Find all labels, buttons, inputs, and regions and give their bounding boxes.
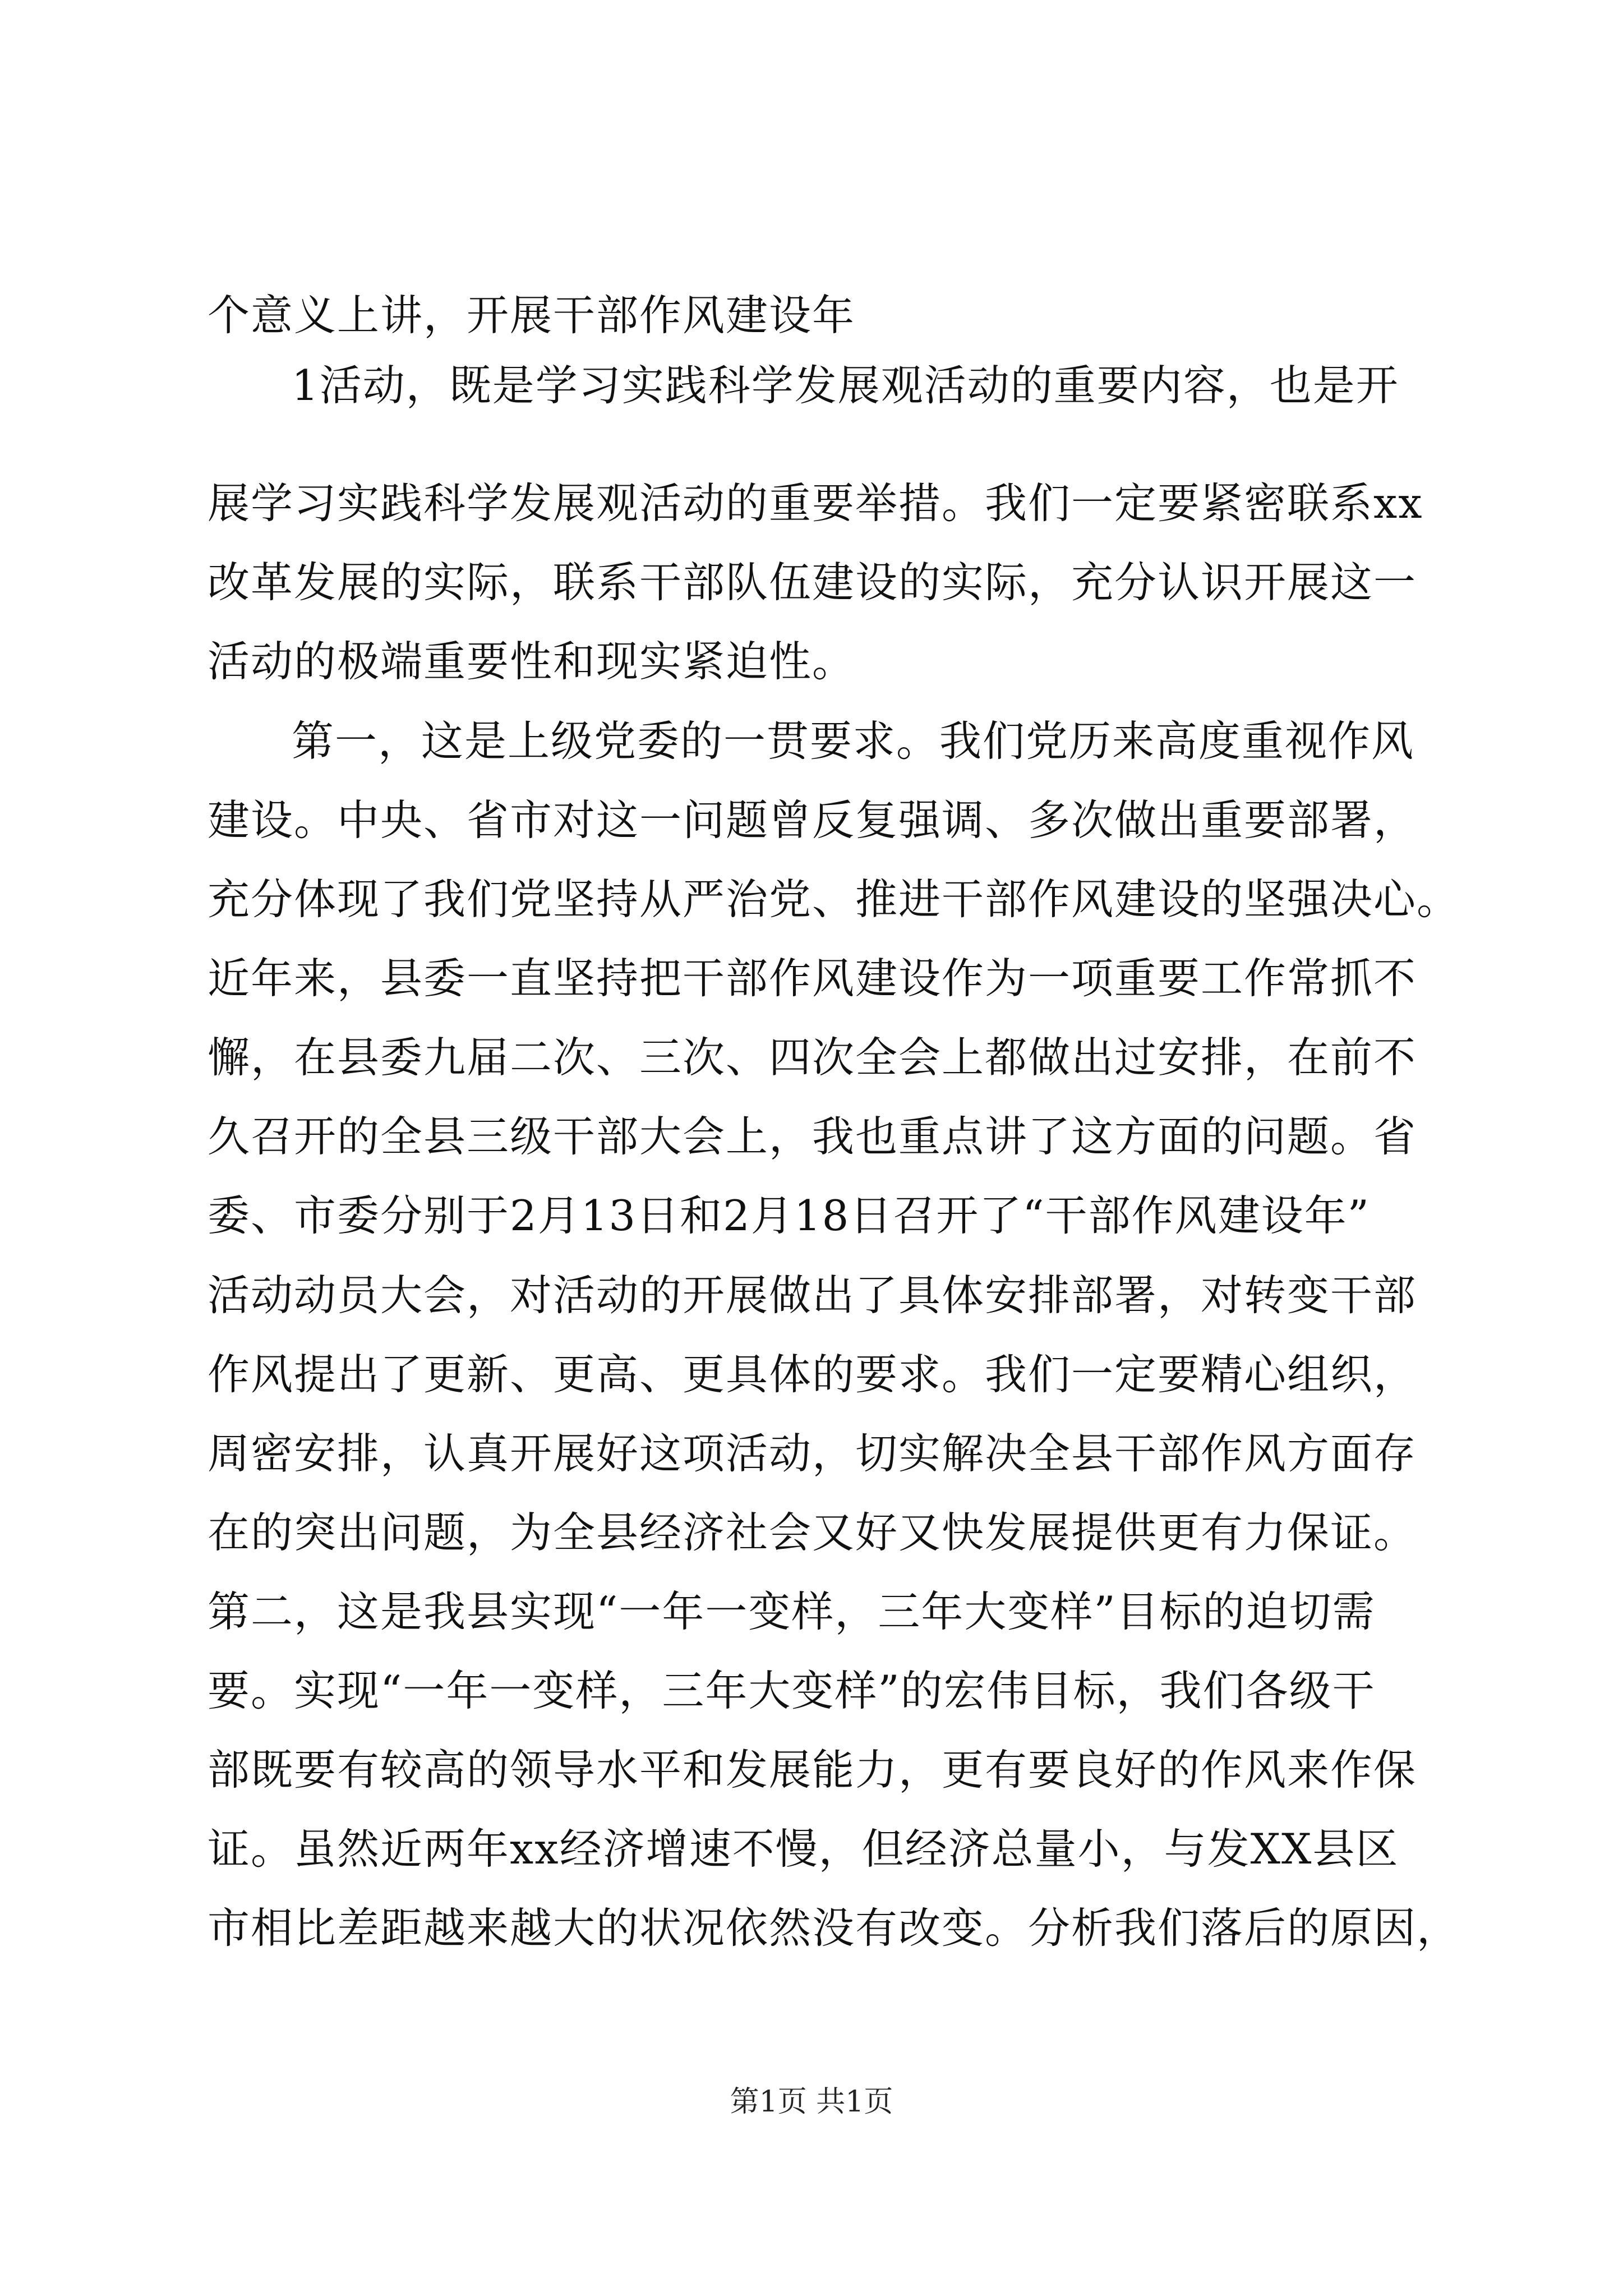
text-line: 充分体现了我们党坚持从严治党、推进干部作风建设的坚强决心。	[208, 875, 1460, 924]
text-line: 第二，这是我县实现“一年一变样，三年大变样”目标的迫切需	[208, 1587, 1376, 1636]
text-line: 市相比差距越来越大的状况依然没有改变。分析我们落后的原因，	[208, 1903, 1460, 1953]
text-line: 周密安排，认真开展好这项活动，切实解决全县干部作风方面存	[208, 1429, 1417, 1478]
text-line: 建设。中央、省市对这一问题曾反复强调、多次做出重要部署，	[208, 795, 1417, 845]
text-line: 在的突出问题，为全县经济社会又好又快发展提供更有力保证。	[208, 1508, 1417, 1557]
text-line: 展学习实践科学发展观活动的重要举措。我们一定要紧密联系xx	[208, 478, 1423, 528]
text-line: 久召开的全县三级干部大会上，我也重点讲了这方面的问题。省	[208, 1112, 1417, 1161]
text-line: 要。实现“一年一变样，三年大变样”的宏伟目标，我们各级干	[208, 1666, 1376, 1715]
text-line: 个意义上讲，开展干部作风建设年	[208, 291, 856, 340]
text-line: 改革发展的实际，联系干部队伍建设的实际，充分认识开展这一	[208, 558, 1417, 607]
text-line: 作风提出了更新、更高、更具体的要求。我们一定要精心组织，	[208, 1350, 1417, 1399]
text-line: 证。虽然近两年xx经济增速不慢，但经济总量小，与发XX县区	[208, 1824, 1399, 1874]
text-line: 懈，在县委九届二次、三次、四次全会上都做出过安排，在前不	[208, 1033, 1417, 1082]
text-line: 1活动，既是学习实践科学发展观活动的重要内容，也是开	[292, 361, 1399, 410]
text-line: 委、市委分别于2月13日和2月18日召开了“干部作风建设年”	[208, 1191, 1370, 1240]
page-footer: 第1页 共1页	[730, 2085, 893, 2119]
text-line: 活动的极端重要性和现实紧迫性。	[208, 637, 856, 686]
text-line: 部既要有较高的领导水平和发展能力，更有要良好的作风来作保	[208, 1745, 1417, 1795]
text-line: 近年来，县委一直坚持把干部作风建设作为一项重要工作常抓不	[208, 954, 1417, 1003]
text-line: 活动动员大会，对活动的开展做出了具体安排部署，对转变干部	[208, 1271, 1417, 1320]
text-line: 第一，这是上级党委的一贯要求。我们党历来高度重视作风	[292, 716, 1415, 766]
